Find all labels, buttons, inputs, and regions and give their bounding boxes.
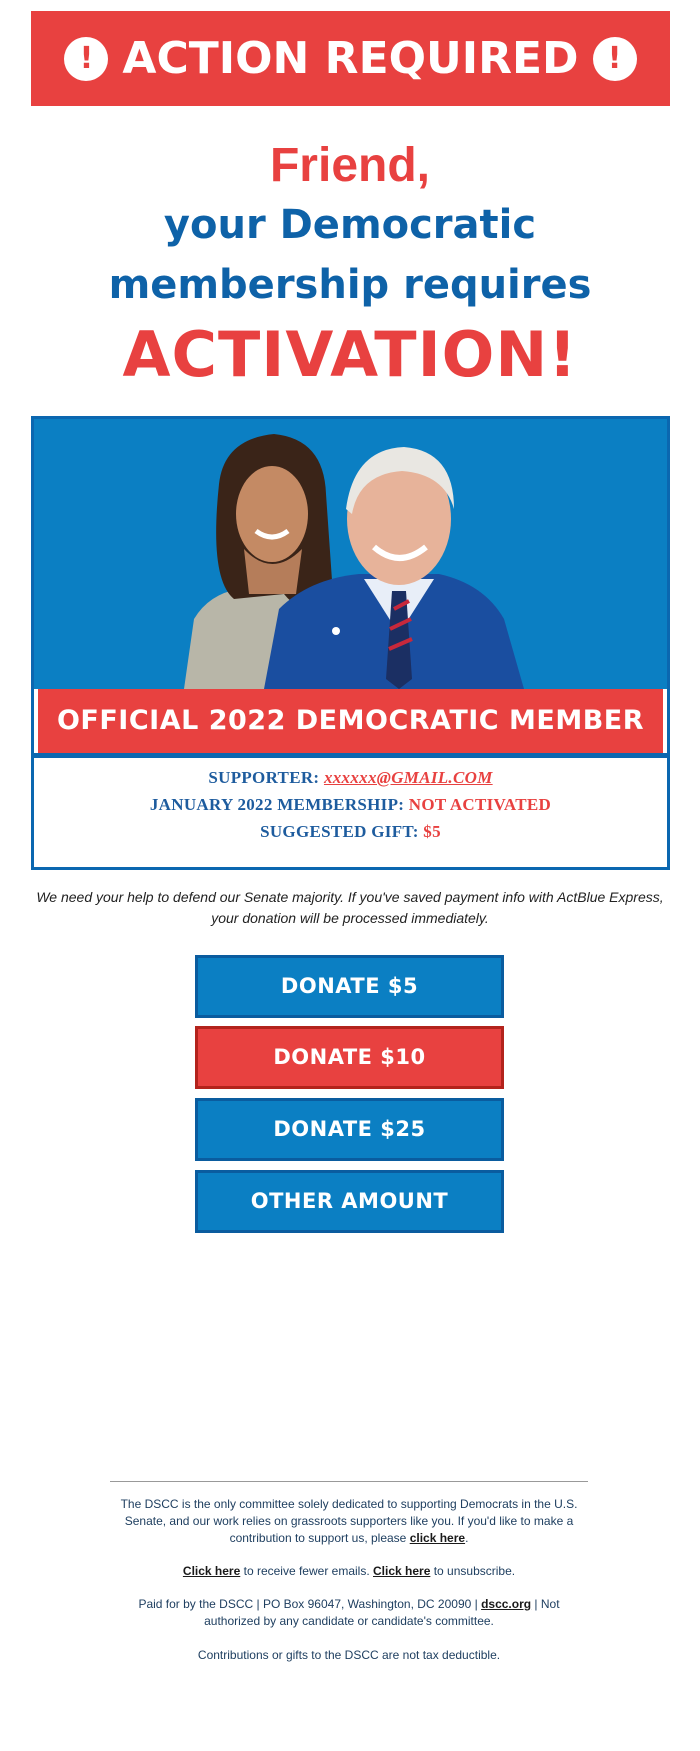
footer-disclaimer-line-2: authorized by any candidate or candidate's committee. [204, 1614, 494, 1628]
footer-tax-note: Contributions or gifts to the DSCC are not tax deductible. [197, 1648, 501, 1662]
not-text: | Not [531, 1597, 560, 1611]
footer-disclaimer [110, 1596, 588, 1630]
donate-10-button[interactable]: DONATE $10 [195, 1026, 504, 1089]
supporter-label: SUPPORTER: [208, 768, 320, 787]
membership-card [31, 416, 670, 870]
footer-divider [110, 1481, 588, 1482]
intro-line-1: We need your help to defend our Senate majority. If you've saved payment info with ActBlue Express, [36, 889, 664, 905]
gift-row [34, 818, 667, 845]
supporter-row [34, 764, 667, 791]
official-member-band: OFFICIAL 2022 DEMOCRATIC MEMBER [38, 689, 663, 753]
headline-line-2: your Democratic [163, 202, 537, 248]
dscc-link[interactable]: dscc.org [481, 1597, 532, 1611]
paid-for-text: Paid for by the DSCC | PO Box 96047, Washington, DC 20090 | [138, 1597, 482, 1611]
footer-about-text: contribution to support us, please [229, 1531, 410, 1545]
leaders-photo [34, 419, 667, 689]
contribute-link[interactable]: click here [409, 1531, 466, 1545]
footer-about [110, 1496, 588, 1547]
footer-disclaimer-line-1 [110, 1596, 588, 1613]
membership-label: JANUARY 2022 MEMBERSHIP: [149, 795, 405, 814]
footer-about-line-1: The DSCC is the only committee solely dedicated to supporting Democrats in the U.S. [120, 1497, 578, 1511]
supporter-email-link[interactable]: xxxxxx@GMAIL.COM [323, 768, 493, 787]
donate-5-button[interactable]: DONATE $5 [195, 955, 504, 1018]
member-info [34, 764, 667, 845]
fewer-emails-link[interactable]: Click here [182, 1564, 241, 1578]
unsubscribe-link[interactable]: Click here [373, 1564, 431, 1578]
action-required-banner [31, 11, 670, 106]
donate-25-button[interactable]: DONATE $25 [195, 1098, 504, 1161]
unsubscribe-text: to unsubscribe. [430, 1564, 516, 1578]
headline-activation: ACTIVATION! [122, 318, 578, 391]
footer-about-line-2: Senate, and our work relies on grassroots supporters like you. If you'd like to make a [124, 1514, 574, 1528]
other-amount-button[interactable]: OTHER AMOUNT [195, 1170, 504, 1233]
intro-text [30, 887, 670, 929]
footer-period: . [465, 1531, 469, 1545]
divider [34, 753, 667, 758]
footer-email-prefs [110, 1563, 588, 1580]
headline-greeting: Friend, [269, 139, 430, 192]
gift-label: SUGGESTED GIFT: [260, 822, 419, 841]
leaders-photo-illustration [34, 419, 667, 689]
membership-status: NOT ACTIVATED [408, 795, 552, 814]
fewer-emails-text: to receive fewer emails. [240, 1564, 373, 1578]
headline-line-3: membership requires [108, 262, 592, 308]
membership-row [34, 791, 667, 818]
exclamation-circle-icon: ! [64, 37, 108, 81]
gift-value: $5 [423, 822, 441, 841]
banner-title: ACTION REQUIRED [122, 33, 579, 84]
exclamation-circle-icon: ! [593, 37, 637, 81]
intro-line-2: your donation will be processed immediately. [211, 910, 489, 926]
footer-about-line-3 [110, 1530, 588, 1547]
